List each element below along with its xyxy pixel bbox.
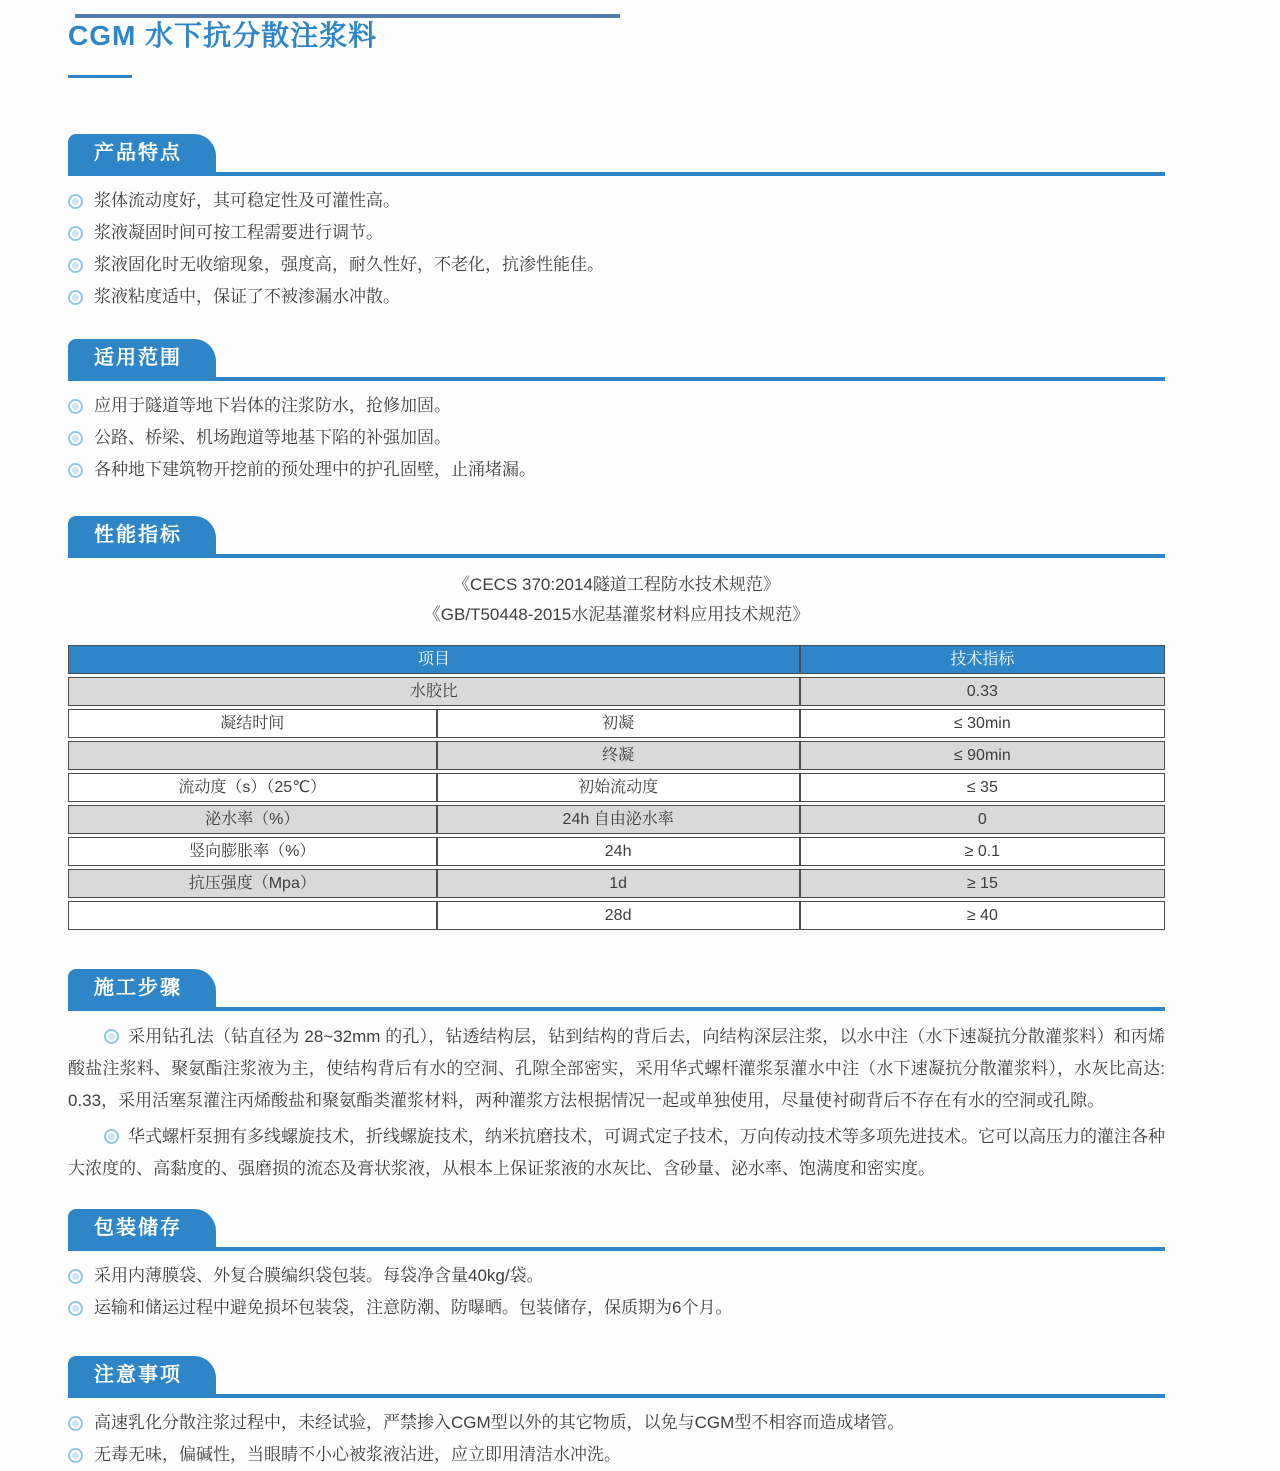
section-header-bar [68, 1356, 1165, 1398]
ring-bullet-icon [104, 1129, 119, 1144]
table-row [68, 709, 1165, 738]
section-tab-scope: 适用范围 [68, 339, 216, 377]
scope-list [68, 390, 1165, 486]
bullet-text: 公路、桥梁、机场跑道等地基下陷的补强加固。 [94, 428, 451, 447]
cell: ≥ 40 [800, 901, 1165, 930]
cell [68, 741, 437, 770]
header-cell-indicator: 技术指标 [800, 645, 1165, 674]
table-row [68, 677, 1165, 706]
list-item [68, 185, 1165, 217]
cell: 竖向膨胀率（%） [68, 837, 437, 866]
bullet-text: 高速乳化分散注浆过程中，未经试验，严禁掺入CGM型以外的其它物质，以免与CGM型不相容而造成堵管。 [94, 1413, 905, 1432]
table-row [68, 773, 1165, 802]
list-item [68, 1260, 1165, 1292]
citation-line: 《GB/T50448-2015水泥基灌浆材料应用技术规范》 [423, 605, 810, 624]
bullet-text: 浆液凝固时间可按工程需要进行调节。 [94, 223, 383, 242]
title-underline [68, 75, 132, 78]
cell: 初凝 [437, 709, 800, 738]
ring-bullet-icon [68, 431, 83, 446]
citation-line: 《CECS 370:2014隧道工程防水技术规范》 [453, 575, 780, 594]
ring-bullet-icon [68, 290, 83, 305]
list-item [68, 281, 1165, 313]
section-tab-construction: 施工步骤 [68, 969, 216, 1007]
section-tab-packaging: 包装储存 [68, 1209, 216, 1247]
performance-table [68, 642, 1165, 933]
ring-bullet-icon [104, 1029, 119, 1044]
bullet-text: 各种地下建筑物开挖前的预处理中的护孔固壁，止涌堵漏。 [94, 460, 536, 479]
cell: 终凝 [437, 741, 800, 770]
section-performance [68, 516, 1165, 933]
ring-bullet-icon [68, 463, 83, 478]
ring-bullet-icon [68, 226, 83, 241]
ring-bullet-icon [68, 194, 83, 209]
list-item [68, 422, 1165, 454]
section-tab-notes: 注意事项 [68, 1356, 216, 1394]
list-item [68, 1407, 1165, 1439]
table-header-row [68, 645, 1165, 674]
cell: ≥ 15 [800, 869, 1165, 898]
header-cell-project: 项目 [68, 645, 800, 674]
list-item [68, 1439, 1165, 1471]
cell: 泌水率（%） [68, 805, 437, 834]
section-notes [68, 1356, 1165, 1471]
cropped-content-strip [75, 14, 620, 18]
paragraph-text: 华式螺杆泵拥有多线螺旋技术，折线螺旋技术，纳米抗磨技术，可调式定子技术，万向传动技术等多项先进技术。它可以高压力的灌注各种大浓度的、高黏度的、强磨损的流态及膏状浆液，从根本上保证浆液的水灰比、含砂量、泌水率、饱满度和密实度。 [68, 1127, 1165, 1178]
notes-list [68, 1407, 1165, 1471]
paragraph-text: 采用钻孔法（钻直径为 28~32mm 的孔），钻透结构层，钻到结构的背后去，向结构深层注浆，以水中注（水下速凝抗分散灌浆料）和丙烯酸盐注浆料、聚氨酯注浆液为主，使结构背后有水的空洞、孔隙全部密实，采用华式螺杆灌浆泵灌水中注（水下速凝抗分散灌浆料），水灰比高达: 0.33，采用活塞泵灌注丙烯酸盐和聚氨酯类灌浆材料，两种灌浆方法根据情况一起或单独使用，尽量使衬砌背后不存在有水的空洞或孔隙。 [68, 1027, 1165, 1110]
cell: 初始流动度 [437, 773, 800, 802]
section-tab-features: 产品特点 [68, 134, 216, 172]
bullet-text: 浆液粘度适中，保证了不被渗漏水冲散。 [94, 287, 400, 306]
list-item [68, 390, 1165, 422]
datasheet-page [0, 14, 1280, 1471]
table-row [68, 869, 1165, 898]
bullet-text: 浆体流动度好，其可稳定性及可灌性高。 [94, 191, 400, 210]
cell: ≤ 30min [800, 709, 1165, 738]
page-title: CGM 水下抗分散注浆料 [68, 20, 378, 51]
construction-paragraph [68, 1021, 1165, 1117]
ring-bullet-icon [68, 1269, 83, 1284]
features-list [68, 185, 1165, 313]
section-features [68, 134, 1165, 313]
section-scope [68, 339, 1165, 486]
ring-bullet-icon [68, 1416, 83, 1431]
cell: 24h [437, 837, 800, 866]
bullet-text: 浆液固化时无收缩现象，强度高，耐久性好，不老化，抗渗性能佳。 [94, 255, 604, 274]
bullet-text: 运输和储运过程中避免损坏包装袋，注意防潮、防曝晒。包装储存，保质期为6个月。 [94, 1298, 733, 1317]
section-header-bar [68, 134, 1165, 176]
construction-paragraphs [68, 1021, 1165, 1185]
section-header-bar [68, 1209, 1165, 1251]
list-item [68, 1292, 1165, 1324]
section-packaging [68, 1209, 1165, 1324]
cell: 0.33 [800, 677, 1165, 706]
ring-bullet-icon [68, 258, 83, 273]
section-construction [68, 969, 1165, 1185]
bullet-text: 应用于隧道等地下岩体的注浆防水，抢修加固。 [94, 396, 451, 415]
table-row [68, 901, 1165, 930]
table-row [68, 837, 1165, 866]
section-tab-performance: 性能指标 [68, 516, 216, 554]
cell: 流动度（s）（25℃） [68, 773, 437, 802]
cell: 抗压强度（Mpa） [68, 869, 437, 898]
ring-bullet-icon [68, 1448, 83, 1463]
section-header-bar [68, 516, 1165, 558]
cell: 28d [437, 901, 800, 930]
cell: 凝结时间 [68, 709, 437, 738]
list-item [68, 217, 1165, 249]
ring-bullet-icon [68, 399, 83, 414]
ring-bullet-icon [68, 1301, 83, 1316]
cell [68, 901, 437, 930]
section-header-bar [68, 969, 1165, 1011]
cell: ≤ 90min [800, 741, 1165, 770]
cell: 24h 自由泌水率 [437, 805, 800, 834]
cell: ≤ 35 [800, 773, 1165, 802]
list-item [68, 249, 1165, 281]
bullet-text: 采用内薄膜袋、外复合膜编织袋包装。每袋净含量40kg/袋。 [94, 1266, 544, 1285]
table-row [68, 805, 1165, 834]
cell: 1d [437, 869, 800, 898]
table-row [68, 741, 1165, 770]
standard-citations [68, 570, 1165, 630]
section-header-bar [68, 339, 1165, 381]
packaging-list [68, 1260, 1165, 1324]
cell: 0 [800, 805, 1165, 834]
cell: ≥ 0.1 [800, 837, 1165, 866]
construction-paragraph [68, 1121, 1165, 1185]
bullet-text: 无毒无味，偏碱性，当眼睛不小心被浆液沾进，应立即用清洁水冲洗。 [94, 1445, 621, 1464]
list-item [68, 454, 1165, 486]
cell: 水胶比 [68, 677, 800, 706]
